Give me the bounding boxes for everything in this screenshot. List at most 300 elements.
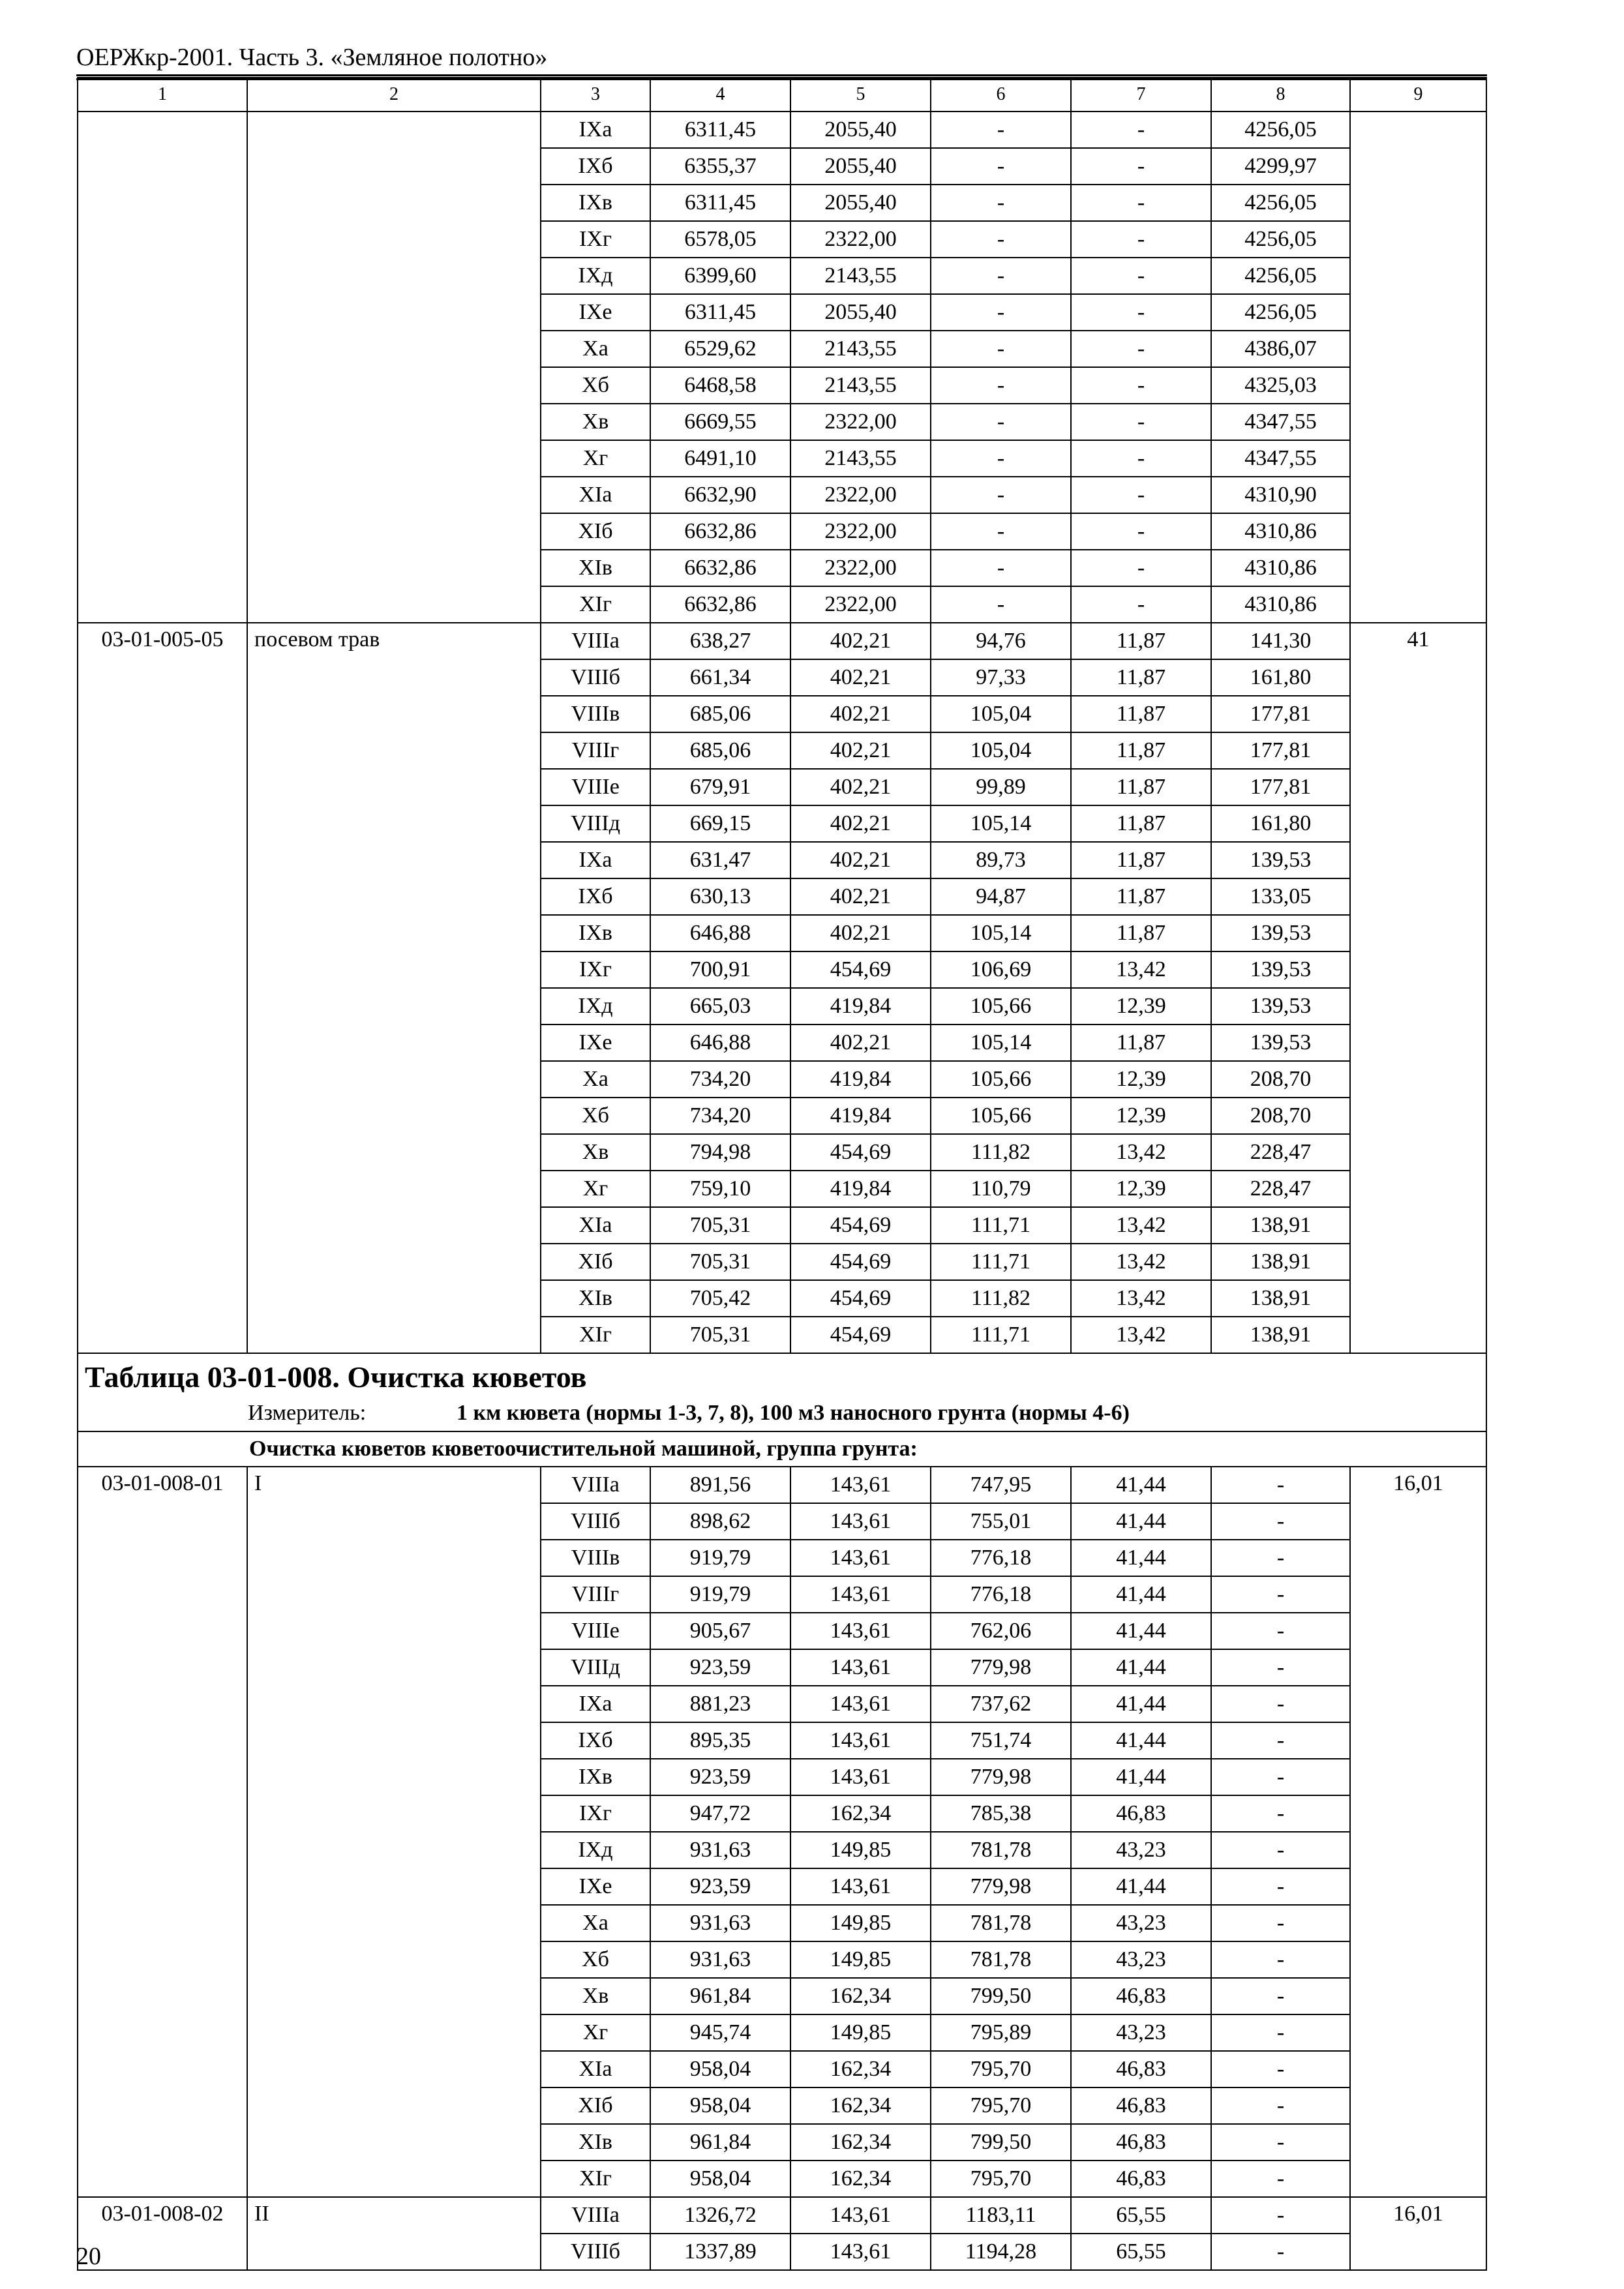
table-cell: 734,20 (650, 1061, 790, 1098)
table-cell: 795,70 (931, 2161, 1071, 2197)
table-cell: 4310,86 (1211, 586, 1350, 623)
table-cell: XIб (541, 1244, 650, 1280)
table-cell: 41,44 (1071, 1613, 1211, 1649)
rate-description-cell: I (247, 1467, 541, 2197)
table-cell: 419,84 (790, 1061, 931, 1098)
table-cell: 208,70 (1211, 1061, 1350, 1098)
table-cell: 13,42 (1071, 1280, 1211, 1317)
rate-description-cell: II (247, 2197, 541, 2270)
table-cell: IXе (541, 1025, 650, 1061)
table-cell: - (1211, 2014, 1350, 2051)
table-cell: XIа (541, 1207, 650, 1244)
table-cell: IXв (541, 1759, 650, 1795)
table-cell: 419,84 (790, 1171, 931, 1207)
rate-code-cell (78, 112, 247, 623)
table-cell: 143,61 (790, 1649, 931, 1686)
table-cell: VIIIб (541, 1503, 650, 1540)
table-cell: - (1211, 1941, 1350, 1978)
table-cell: 105,66 (931, 1061, 1071, 1098)
table-row (78, 112, 1486, 148)
table-cell: 138,91 (1211, 1317, 1350, 1353)
table-cell: 105,66 (931, 988, 1071, 1025)
table-cell: Xг (541, 1171, 650, 1207)
table-cell: 4256,05 (1211, 112, 1350, 148)
table-cell: 161,80 (1211, 805, 1350, 842)
table-cell: 162,34 (790, 2161, 931, 2197)
table-cell: 11,87 (1071, 1025, 1211, 1061)
table-cell: - (1211, 1832, 1350, 1868)
table-cell: 149,85 (790, 2014, 931, 2051)
table-cell: 1326,72 (650, 2197, 790, 2234)
table-cell: 41,44 (1071, 1649, 1211, 1686)
table-cell: 402,21 (790, 623, 931, 659)
table-cell: 43,23 (1071, 1941, 1211, 1978)
rate-description-cell (247, 112, 541, 623)
table-cell: 4347,55 (1211, 404, 1350, 440)
table-cell: 4256,05 (1211, 258, 1350, 294)
table-cell: XIб (541, 2087, 650, 2124)
table-cell: Xа (541, 331, 650, 367)
table-cell: 631,47 (650, 842, 790, 878)
meter-value: 1 км кювета (нормы 1-3, 7, 8), 100 м3 наносного грунта (нормы 4-6) (457, 1401, 1130, 1425)
table-cell: - (931, 221, 1071, 258)
table-cell: XIв (541, 550, 650, 586)
table-cell: 6578,05 (650, 221, 790, 258)
table-cell: 958,04 (650, 2087, 790, 2124)
table-cell: 402,21 (790, 878, 931, 915)
table-cell: 13,42 (1071, 1134, 1211, 1171)
table-cell: 785,38 (931, 1795, 1071, 1832)
table-cell: 143,61 (790, 1759, 931, 1795)
table-cell: 402,21 (790, 842, 931, 878)
column-number-cell: 3 (541, 78, 650, 112)
table-cell: 755,01 (931, 1503, 1071, 1540)
table-cell: 4325,03 (1211, 367, 1350, 404)
table-cell: IXг (541, 1795, 650, 1832)
table-cell: 111,82 (931, 1134, 1071, 1171)
table-cell: - (1071, 294, 1211, 331)
table-cell: 11,87 (1071, 805, 1211, 842)
table-cell: 734,20 (650, 1098, 790, 1134)
table-cell: 454,69 (790, 1207, 931, 1244)
table-cell: 4347,55 (1211, 440, 1350, 477)
table-cell: 41,44 (1071, 1576, 1211, 1613)
table-cell: VIIIа (541, 1467, 650, 1503)
table-cell: - (1071, 331, 1211, 367)
rate-description-cell: посевом трав (247, 623, 541, 1353)
table-cell: 1194,28 (931, 2234, 1071, 2270)
table-cell: - (1071, 367, 1211, 404)
column-number-cell: 6 (931, 78, 1071, 112)
table-cell: 705,42 (650, 1280, 790, 1317)
table-cell: 177,81 (1211, 769, 1350, 805)
table-cell: 11,87 (1071, 659, 1211, 696)
table-cell: XIб (541, 513, 650, 550)
table-cell: 4256,05 (1211, 221, 1350, 258)
table-cell: 139,53 (1211, 842, 1350, 878)
table-cell: 143,61 (790, 1540, 931, 1576)
table-cell: IXе (541, 294, 650, 331)
rate-code-cell: 03-01-008-01 (78, 1467, 247, 2197)
column-number-row (78, 78, 1486, 112)
table-cell: IXг (541, 221, 650, 258)
rate-code-cell: 03-01-008-02 (78, 2197, 247, 2270)
table-cell: 138,91 (1211, 1280, 1350, 1317)
table-cell: 2322,00 (790, 404, 931, 440)
table-cell: 133,05 (1211, 878, 1350, 915)
meter-label: Измеритель: (248, 1401, 367, 1425)
table-row (78, 623, 1486, 659)
table-cell: 419,84 (790, 988, 931, 1025)
table-cell: 779,98 (931, 1868, 1071, 1905)
table-cell: 665,03 (650, 988, 790, 1025)
table-cell: 646,88 (650, 915, 790, 951)
table-cell: 105,66 (931, 1098, 1071, 1134)
table-cell: 737,62 (931, 1686, 1071, 1722)
table-cell: 781,78 (931, 1905, 1071, 1941)
table-cell: 143,61 (790, 1868, 931, 1905)
table-cell: 454,69 (790, 1317, 931, 1353)
table-cell: 961,84 (650, 2124, 790, 2161)
table-cell: 162,34 (790, 1978, 931, 2014)
table-cell: - (1071, 513, 1211, 550)
table-cell: 6311,45 (650, 294, 790, 331)
column-number-cell: 7 (1071, 78, 1211, 112)
table-cell: 2322,00 (790, 586, 931, 623)
table-cell: XIв (541, 1280, 650, 1317)
table-cell: 11,87 (1071, 732, 1211, 769)
table-cell: 12,39 (1071, 1061, 1211, 1098)
table-cell: IXв (541, 185, 650, 221)
table-cell: 679,91 (650, 769, 790, 805)
table-cell: 685,06 (650, 696, 790, 732)
table-cell: 228,47 (1211, 1134, 1350, 1171)
multiplier-cell: 41 (1350, 623, 1486, 1353)
table-cell: 958,04 (650, 2161, 790, 2197)
table-cell: IXа (541, 1686, 650, 1722)
table-cell: XIа (541, 477, 650, 513)
table-cell: 138,91 (1211, 1207, 1350, 1244)
table-cell: - (931, 367, 1071, 404)
column-number-cell: 4 (650, 78, 790, 112)
table-cell: Xа (541, 1061, 650, 1098)
table-cell: 2055,40 (790, 148, 931, 185)
table-cell: 6399,60 (650, 258, 790, 294)
table-cell: 638,27 (650, 623, 790, 659)
table-cell: 2322,00 (790, 477, 931, 513)
table-cell: 799,50 (931, 2124, 1071, 2161)
table-cell: 923,59 (650, 1868, 790, 1905)
table-cell: 11,87 (1071, 769, 1211, 805)
column-number-cell: 2 (247, 78, 541, 112)
table-cell: VIIIд (541, 805, 650, 842)
table-cell: 795,89 (931, 2014, 1071, 2051)
table-cell: 162,34 (790, 2124, 931, 2161)
table-cell: IXд (541, 258, 650, 294)
table-cell: 177,81 (1211, 732, 1350, 769)
table-cell: 6311,45 (650, 185, 790, 221)
table-cell: 43,23 (1071, 1905, 1211, 1941)
multiplier-cell: 16,01 (1350, 2197, 1486, 2270)
table-cell: 747,95 (931, 1467, 1071, 1503)
table-cell: 41,44 (1071, 1722, 1211, 1759)
table-cell: Xг (541, 440, 650, 477)
table-cell: 700,91 (650, 951, 790, 988)
table-cell: VIIIг (541, 732, 650, 769)
table-cell: VIIIб (541, 2234, 650, 2270)
table-cell: 2143,55 (790, 440, 931, 477)
table-title: Таблица 03-01-008. Очистка кюветов (85, 1360, 587, 1394)
table-cell: - (1211, 2124, 1350, 2161)
table-cell: Xв (541, 1134, 650, 1171)
table-cell: 2143,55 (790, 367, 931, 404)
table-cell: IXд (541, 988, 650, 1025)
table-cell: 143,61 (790, 1503, 931, 1540)
table-cell: - (1211, 1795, 1350, 1832)
multiplier-cell (1350, 112, 1486, 623)
table-cell: 143,61 (790, 1686, 931, 1722)
table-cell: 923,59 (650, 1649, 790, 1686)
table-cell: IXа (541, 842, 650, 878)
table-cell: 402,21 (790, 915, 931, 951)
table-cell: 139,53 (1211, 988, 1350, 1025)
table-cell: 141,30 (1211, 623, 1350, 659)
multiplier-cell: 16,01 (1350, 1467, 1486, 2197)
table-cell: 2322,00 (790, 513, 931, 550)
table-cell: - (931, 331, 1071, 367)
table-cell: 6491,10 (650, 440, 790, 477)
table-cell: 958,04 (650, 2051, 790, 2087)
table-cell: 97,33 (931, 659, 1071, 696)
table-cell: 781,78 (931, 1832, 1071, 1868)
table-cell: - (1071, 404, 1211, 440)
table-cell: 2143,55 (790, 258, 931, 294)
table-cell: 46,83 (1071, 2124, 1211, 2161)
table-cell: 402,21 (790, 1025, 931, 1061)
table-cell: - (1211, 1503, 1350, 1540)
table-cell: - (1211, 1649, 1350, 1686)
subheading-cell: Очистка кюветов кюветоочистительной машиной, группа грунта: (78, 1431, 1486, 1467)
table-cell: 143,61 (790, 1613, 931, 1649)
table-cell: 4299,97 (1211, 148, 1350, 185)
table-cell: 13,42 (1071, 1317, 1211, 1353)
table-cell: 781,78 (931, 1941, 1071, 1978)
table-cell: IXд (541, 1832, 650, 1868)
table-cell: 454,69 (790, 1134, 931, 1171)
table-cell: 41,44 (1071, 1503, 1211, 1540)
table-cell: 46,83 (1071, 1795, 1211, 1832)
table-cell: VIIIе (541, 1613, 650, 1649)
table-cell: XIг (541, 586, 650, 623)
table-cell: 161,80 (1211, 659, 1350, 696)
table-cell: 6632,86 (650, 550, 790, 586)
table-cell: 12,39 (1071, 1171, 1211, 1207)
table-cell: 751,74 (931, 1722, 1071, 1759)
table-cell: 4310,90 (1211, 477, 1350, 513)
table-cell: 46,83 (1071, 2051, 1211, 2087)
table-cell: - (1211, 1686, 1350, 1722)
table-cell: 43,23 (1071, 2014, 1211, 2051)
table-cell: 646,88 (650, 1025, 790, 1061)
table-cell: - (1211, 2234, 1350, 2270)
table-cell: - (1211, 1540, 1350, 1576)
table-cell: 2322,00 (790, 221, 931, 258)
table-cell: Xг (541, 2014, 650, 2051)
table-cell: Xб (541, 1098, 650, 1134)
table-row (78, 1467, 1486, 1503)
table-cell: VIIIв (541, 696, 650, 732)
table-cell: 143,61 (790, 1467, 931, 1503)
table-cell: - (931, 258, 1071, 294)
table-cell: IXг (541, 951, 650, 988)
table-cell: - (1071, 148, 1211, 185)
table-cell: 43,23 (1071, 1832, 1211, 1868)
table-cell: 923,59 (650, 1759, 790, 1795)
table-cell: 143,61 (790, 2197, 931, 2234)
table-cell: 94,76 (931, 623, 1071, 659)
table-cell: 143,61 (790, 1722, 931, 1759)
table-cell: 402,21 (790, 769, 931, 805)
table-cell: - (931, 294, 1071, 331)
header-rule-top (76, 74, 1487, 76)
table-cell: IXа (541, 112, 650, 148)
table-cell: VIIIб (541, 659, 650, 696)
table-cell: 11,87 (1071, 915, 1211, 951)
table-cell: 111,82 (931, 1280, 1071, 1317)
table-cell: - (1211, 2197, 1350, 2234)
table-cell: 2055,40 (790, 294, 931, 331)
table-cell: - (931, 586, 1071, 623)
table-cell: IXб (541, 148, 650, 185)
table-cell: 65,55 (1071, 2197, 1211, 2234)
table-cell: 685,06 (650, 732, 790, 769)
table-cell: 105,04 (931, 696, 1071, 732)
table-cell: 13,42 (1071, 951, 1211, 988)
table-cell: VIIIе (541, 769, 650, 805)
table-cell: - (1211, 2087, 1350, 2124)
table-cell: 138,91 (1211, 1244, 1350, 1280)
table-cell: - (931, 185, 1071, 221)
table-cell: 6632,90 (650, 477, 790, 513)
table-cell: 41,44 (1071, 1868, 1211, 1905)
table-cell: 4256,05 (1211, 185, 1350, 221)
table-cell: 891,56 (650, 1467, 790, 1503)
table-cell: - (931, 112, 1071, 148)
table-title-row (78, 1353, 1486, 1431)
table-cell: IXв (541, 915, 650, 951)
table-cell: - (1071, 185, 1211, 221)
table-cell: IXб (541, 1722, 650, 1759)
table-cell: 947,72 (650, 1795, 790, 1832)
table-cell: - (931, 404, 1071, 440)
table-cell: - (1211, 1759, 1350, 1795)
subheading-row (78, 1431, 1486, 1467)
table-cell: - (931, 550, 1071, 586)
table-cell: 931,63 (650, 1905, 790, 1941)
table-cell: 111,71 (931, 1207, 1071, 1244)
table-cell: 41,44 (1071, 1467, 1211, 1503)
table-cell: 454,69 (790, 951, 931, 988)
table-cell: 661,34 (650, 659, 790, 696)
table-cell: 919,79 (650, 1576, 790, 1613)
table-cell: 705,31 (650, 1317, 790, 1353)
table-cell: 630,13 (650, 878, 790, 915)
page-number: 20 (76, 2243, 101, 2270)
table-cell: 12,39 (1071, 1098, 1211, 1134)
table-cell: 4310,86 (1211, 513, 1350, 550)
table-cell: - (931, 440, 1071, 477)
table-cell: 799,50 (931, 1978, 1071, 2014)
table-cell: 779,98 (931, 1759, 1071, 1795)
table-cell: 149,85 (790, 1832, 931, 1868)
table-cell: 110,79 (931, 1171, 1071, 1207)
table-cell: 419,84 (790, 1098, 931, 1134)
table-cell: 13,42 (1071, 1244, 1211, 1280)
table-cell: IXе (541, 1868, 650, 1905)
table-cell: VIIIд (541, 1649, 650, 1686)
table-cell: 795,70 (931, 2087, 1071, 2124)
table-cell: 4386,07 (1211, 331, 1350, 367)
table-cell: Xв (541, 404, 650, 440)
table-cell: 705,31 (650, 1244, 790, 1280)
table-cell: - (1211, 1868, 1350, 1905)
table-cell: 4310,86 (1211, 550, 1350, 586)
table-cell: - (1071, 258, 1211, 294)
table-cell: - (1211, 1613, 1350, 1649)
table-cell: 177,81 (1211, 696, 1350, 732)
table-cell: 46,83 (1071, 2087, 1211, 2124)
table-cell: 11,87 (1071, 842, 1211, 878)
table-cell: 759,10 (650, 1171, 790, 1207)
table-cell: 149,85 (790, 1941, 931, 1978)
table-cell: - (1211, 1905, 1350, 1941)
table-cell: 919,79 (650, 1540, 790, 1576)
table-cell: VIIIв (541, 1540, 650, 1576)
table-cell: 669,15 (650, 805, 790, 842)
table-cell: XIг (541, 1317, 650, 1353)
table-cell: 402,21 (790, 732, 931, 769)
table-cell: 139,53 (1211, 915, 1350, 951)
table-cell: 402,21 (790, 696, 931, 732)
table-cell: 402,21 (790, 805, 931, 842)
table-cell: 1183,11 (931, 2197, 1071, 2234)
table-cell: 41,44 (1071, 1759, 1211, 1795)
table-cell: - (1211, 1576, 1350, 1613)
table-cell: 228,47 (1211, 1171, 1350, 1207)
table-cell: 931,63 (650, 1832, 790, 1868)
page-header-title: ОЕРЖкр-2001. Часть 3. «Земляное полотно» (76, 44, 548, 71)
table-cell: 795,70 (931, 2051, 1071, 2087)
table-cell: 2322,00 (790, 550, 931, 586)
table-cell: 961,84 (650, 1978, 790, 2014)
table-cell: VIIIг (541, 1576, 650, 1613)
table-cell: 208,70 (1211, 1098, 1350, 1134)
table-cell: - (1211, 2161, 1350, 2197)
table-cell: 705,31 (650, 1207, 790, 1244)
table-cell: 106,69 (931, 951, 1071, 988)
table-cell: 46,83 (1071, 2161, 1211, 2197)
table-cell: XIг (541, 2161, 650, 2197)
table-cell: 905,67 (650, 1613, 790, 1649)
table-cell: 6468,58 (650, 367, 790, 404)
column-number-cell: 9 (1350, 78, 1486, 112)
table-cell: - (1211, 1467, 1350, 1503)
table-cell: 6529,62 (650, 331, 790, 367)
table-cell: 94,87 (931, 878, 1071, 915)
table-cell: 65,55 (1071, 2234, 1211, 2270)
table-cell: 105,14 (931, 1025, 1071, 1061)
table-cell: - (1071, 112, 1211, 148)
